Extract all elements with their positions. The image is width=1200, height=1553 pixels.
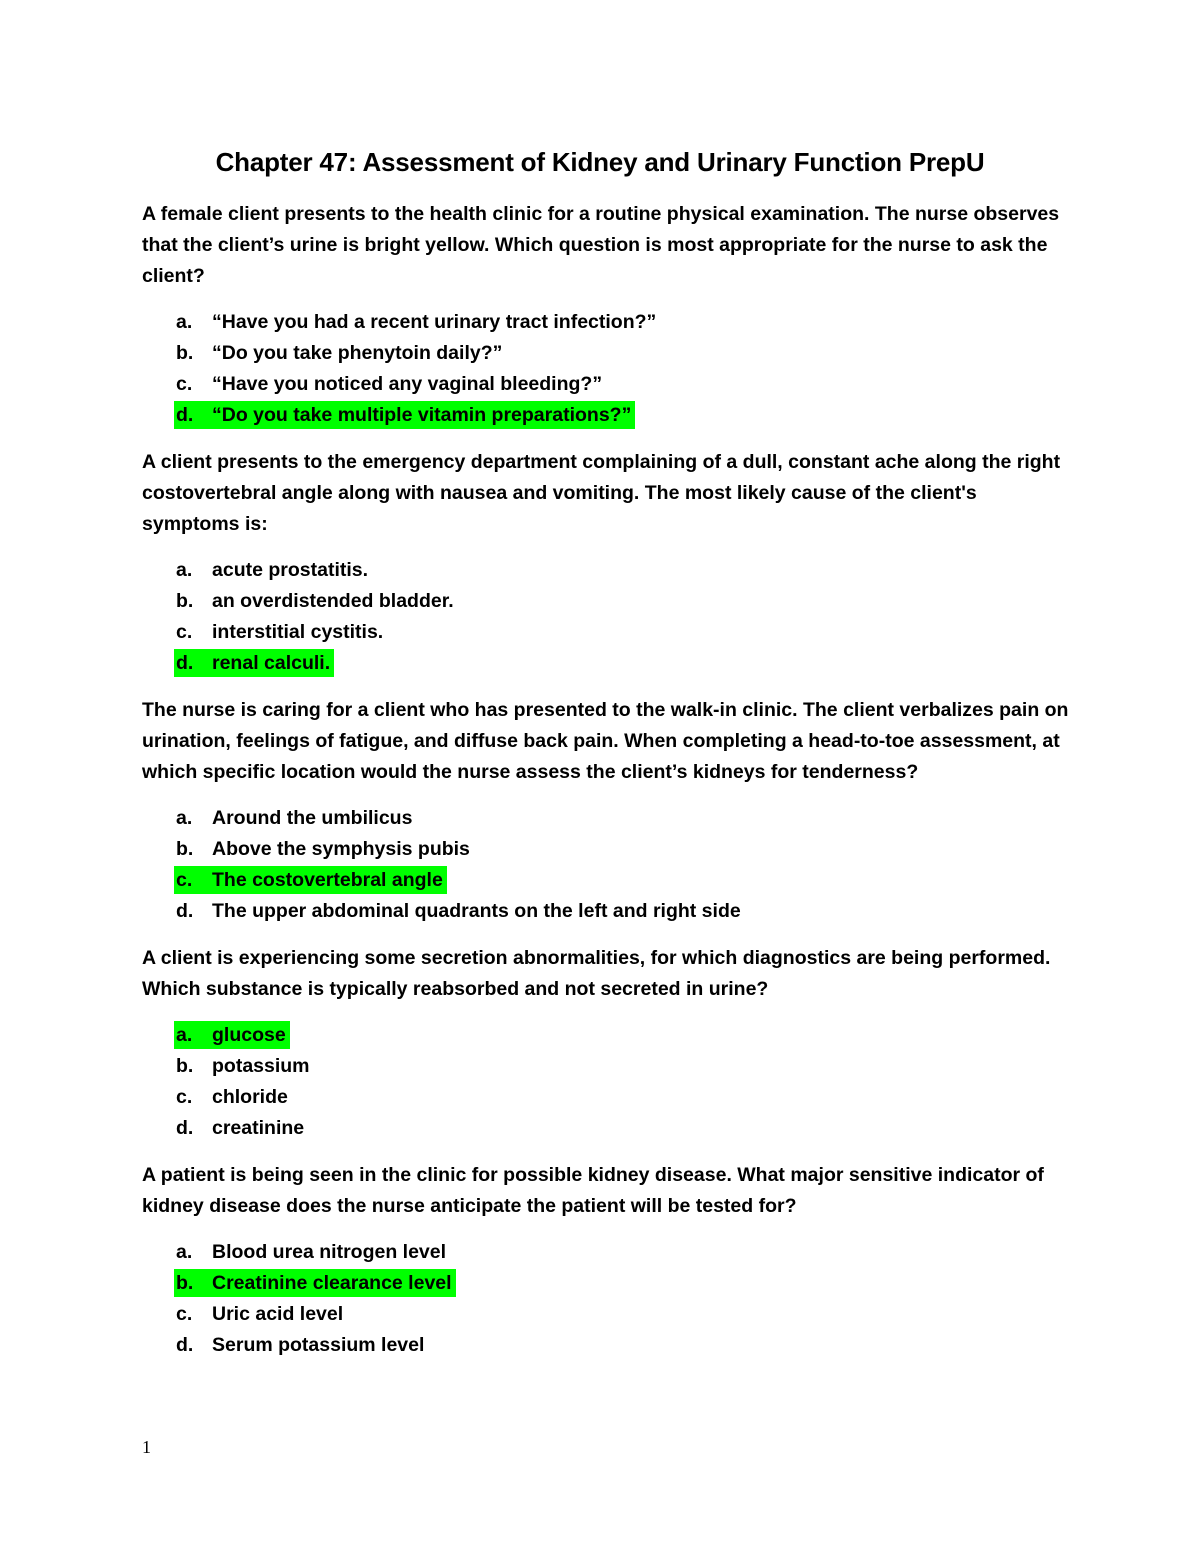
answer-option[interactable] bbox=[176, 1051, 1072, 1082]
question-text: The nurse is caring for a client who has presented to the walk-in clinic. The client verbalizes pain on urination, feelings of fatigue, and diffuse back pain. When completing a head-to-toe assessment, at which specific location would the nurse assess the client’s kidneys for tenderness? bbox=[142, 699, 1069, 783]
option-letter: d. bbox=[176, 900, 194, 922]
option-letter: b. bbox=[176, 1272, 194, 1294]
option-letter: d. bbox=[176, 404, 194, 426]
answer-option[interactable] bbox=[176, 834, 1072, 865]
answer-option[interactable] bbox=[176, 1299, 1072, 1330]
answer-options bbox=[142, 803, 1072, 927]
option-letter: b. bbox=[176, 590, 194, 612]
question-block-2 bbox=[142, 447, 1072, 679]
question-block-1 bbox=[142, 199, 1072, 431]
option-text: an overdistended bladder. bbox=[212, 590, 454, 612]
answer-option[interactable] bbox=[176, 648, 1072, 679]
answer-highlight bbox=[174, 649, 334, 677]
answer-option[interactable] bbox=[176, 338, 1072, 369]
option-letter: b. bbox=[176, 1055, 194, 1077]
option-text: chloride bbox=[212, 1086, 288, 1108]
option-text: renal calculi. bbox=[212, 652, 331, 674]
answer-highlight bbox=[174, 835, 474, 863]
answer-option[interactable] bbox=[176, 586, 1072, 617]
answer-option[interactable] bbox=[176, 896, 1072, 927]
answer-option[interactable] bbox=[176, 1237, 1072, 1268]
option-text: Serum potassium level bbox=[212, 1334, 425, 1356]
answer-options bbox=[142, 307, 1072, 431]
answer-option[interactable] bbox=[176, 803, 1072, 834]
option-letter: d. bbox=[176, 652, 194, 674]
option-text: “Have you had a recent urinary tract infection?” bbox=[212, 311, 657, 333]
option-letter: a. bbox=[176, 311, 193, 333]
answer-highlight bbox=[174, 1083, 292, 1111]
answer-option[interactable] bbox=[176, 555, 1072, 586]
option-letter: a. bbox=[176, 559, 193, 581]
answer-highlight bbox=[174, 339, 506, 367]
question-block-3 bbox=[142, 695, 1072, 927]
page-number: 1 bbox=[142, 1437, 151, 1457]
answer-option[interactable] bbox=[176, 1113, 1072, 1144]
answer-option[interactable] bbox=[176, 1330, 1072, 1361]
option-text: Around the umbilicus bbox=[212, 807, 413, 829]
answer-highlight bbox=[174, 1269, 456, 1297]
option-text: acute prostatitis. bbox=[212, 559, 369, 581]
option-text: interstitial cystitis. bbox=[212, 621, 384, 643]
answer-option[interactable] bbox=[176, 307, 1072, 338]
option-text: Uric acid level bbox=[212, 1303, 344, 1325]
answer-highlight bbox=[174, 897, 745, 925]
option-letter: b. bbox=[176, 342, 194, 364]
answer-option[interactable] bbox=[176, 617, 1072, 648]
option-text: “Have you noticed any vaginal bleeding?” bbox=[212, 373, 603, 395]
question-text: A client presents to the emergency department complaining of a dull, constant ache along the right costovertebral angle along with nausea and vomiting. The most likely cause of the client's symptoms is: bbox=[142, 451, 1061, 535]
answer-highlight bbox=[174, 556, 372, 584]
question-text: A patient is being seen in the clinic for possible kidney disease. What major sensitive indicator of kidney disease does the nurse anticipate the patient will be tested for? bbox=[142, 1164, 1044, 1217]
answer-option[interactable] bbox=[176, 1268, 1072, 1299]
option-letter: c. bbox=[176, 373, 193, 395]
answer-option[interactable] bbox=[176, 400, 1072, 431]
option-text: Blood urea nitrogen level bbox=[212, 1241, 447, 1263]
question-text: A client is experiencing some secretion abnormalities, for which diagnostics are being performed. Which substance is typically reabsorbed and not secreted in urine? bbox=[142, 947, 1051, 1000]
answer-highlight bbox=[174, 1021, 290, 1049]
option-letter: a. bbox=[176, 1024, 193, 1046]
option-text: The costovertebral angle bbox=[212, 869, 443, 891]
answer-option[interactable] bbox=[176, 1020, 1072, 1051]
option-letter: c. bbox=[176, 621, 193, 643]
question-block-5 bbox=[142, 1160, 1072, 1361]
document-title: Chapter 47: Assessment of Kidney and Urinary Function PrepU bbox=[215, 147, 985, 177]
answer-highlight bbox=[174, 1300, 347, 1328]
answer-highlight bbox=[174, 866, 447, 894]
option-letter: a. bbox=[176, 1241, 193, 1263]
option-text: creatinine bbox=[212, 1117, 305, 1139]
option-letter: c. bbox=[176, 869, 193, 891]
answer-options bbox=[142, 1237, 1072, 1361]
option-text: potassium bbox=[212, 1055, 310, 1077]
option-text: “Do you take multiple vitamin preparations?” bbox=[212, 404, 632, 426]
answer-highlight bbox=[174, 1238, 450, 1266]
answer-highlight bbox=[174, 370, 606, 398]
question-text: A female client presents to the health clinic for a routine physical examination. The nurse observes that the client’s urine is bright yellow. Which question is most appropriate for the nurse to ask the client? bbox=[142, 203, 1060, 287]
option-text: Above the symphysis pubis bbox=[212, 838, 470, 860]
answer-options bbox=[142, 555, 1072, 679]
option-text: Creatinine clearance level bbox=[212, 1272, 452, 1294]
option-letter: c. bbox=[176, 1303, 193, 1325]
option-letter: d. bbox=[176, 1334, 194, 1356]
option-letter: b. bbox=[176, 838, 194, 860]
answer-highlight bbox=[174, 587, 458, 615]
answer-highlight bbox=[174, 401, 635, 429]
option-text: The upper abdominal quadrants on the left and right side bbox=[212, 900, 741, 922]
answer-highlight bbox=[174, 804, 416, 832]
option-text: “Do you take phenytoin daily?” bbox=[212, 342, 503, 364]
answer-highlight bbox=[174, 308, 660, 336]
answer-highlight bbox=[174, 1331, 428, 1359]
option-letter: c. bbox=[176, 1086, 193, 1108]
answer-highlight bbox=[174, 1052, 314, 1080]
answer-option[interactable] bbox=[176, 1082, 1072, 1113]
option-text: glucose bbox=[212, 1024, 286, 1046]
answer-options bbox=[142, 1020, 1072, 1144]
answer-option[interactable] bbox=[176, 369, 1072, 400]
option-letter: a. bbox=[176, 807, 193, 829]
option-letter: d. bbox=[176, 1117, 194, 1139]
question-block-4 bbox=[142, 943, 1072, 1144]
answer-option[interactable] bbox=[176, 865, 1072, 896]
question-list bbox=[142, 199, 1072, 1377]
answer-highlight bbox=[174, 1114, 308, 1142]
answer-highlight bbox=[174, 618, 387, 646]
